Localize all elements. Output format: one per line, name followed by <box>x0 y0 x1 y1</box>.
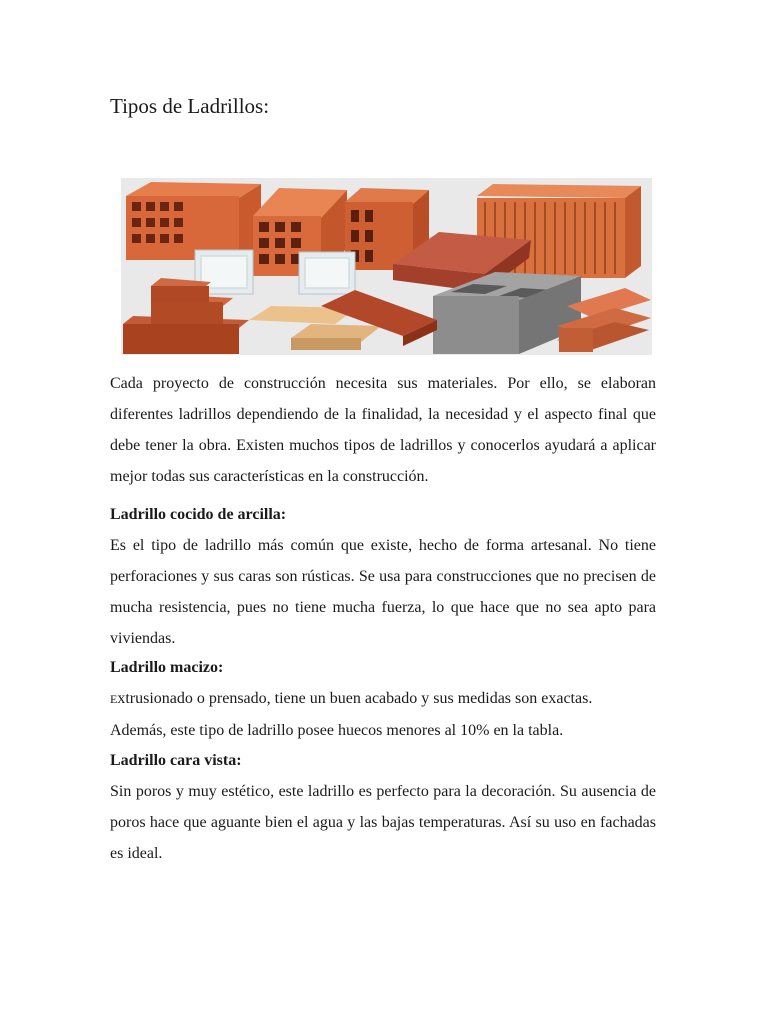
hollow-brick-1 <box>126 182 261 260</box>
intro-block <box>110 368 656 492</box>
page-title: Tipos de Ladrillos: <box>110 94 270 118</box>
section-cocido <box>110 499 656 654</box>
section-cara-vista <box>110 745 656 869</box>
section-text-rest: xtrusionado o prensado, tiene un buen acabado y sus medidas son exactas. <box>117 690 593 707</box>
drop-letter: E <box>110 692 118 706</box>
section-text: Sin poros y muy estético, este ladrillo es perfecto para la decoración. Su ausencia de poros hace que aguante bien el agua y las bajas temperaturas. Así su uso en fachadas es ideal. <box>110 783 656 862</box>
section-text-line1 <box>110 683 656 715</box>
section-heading: Ladrillo cara vista: <box>110 752 242 769</box>
section-text: Es el tipo de ladrillo más común que existe, hecho de forma artesanal. No tiene perforaciones y sus caras son rústicas. Se usa para construcciones que no precisen de mucha resistencia, pues no tiene mucha fuerza, lo que hace que no sea apto para viviendas. <box>110 537 656 647</box>
section-text-line2: Además, este tipo de ladrillo posee huecos menores al 10% en la tabla. <box>110 722 564 739</box>
bricks-image <box>121 178 652 355</box>
glass-block-2 <box>299 252 355 294</box>
bricks-illustration <box>121 178 652 355</box>
section-heading: Ladrillo macizo: <box>110 659 224 676</box>
intro-paragraph: Cada proyecto de construcción necesita sus materiales. Por ello, se elaboran diferentes ladrillos dependiendo de la finalidad, la necesidad y el aspecto final que debe tener la obra. Existen muchos tipos de ladrillos y conocerlos ayudará a aplicar mejor todas sus características en la construcción. <box>110 375 656 485</box>
section-heading: Ladrillo cocido de arcilla: <box>110 506 287 523</box>
section-macizo <box>110 652 656 746</box>
